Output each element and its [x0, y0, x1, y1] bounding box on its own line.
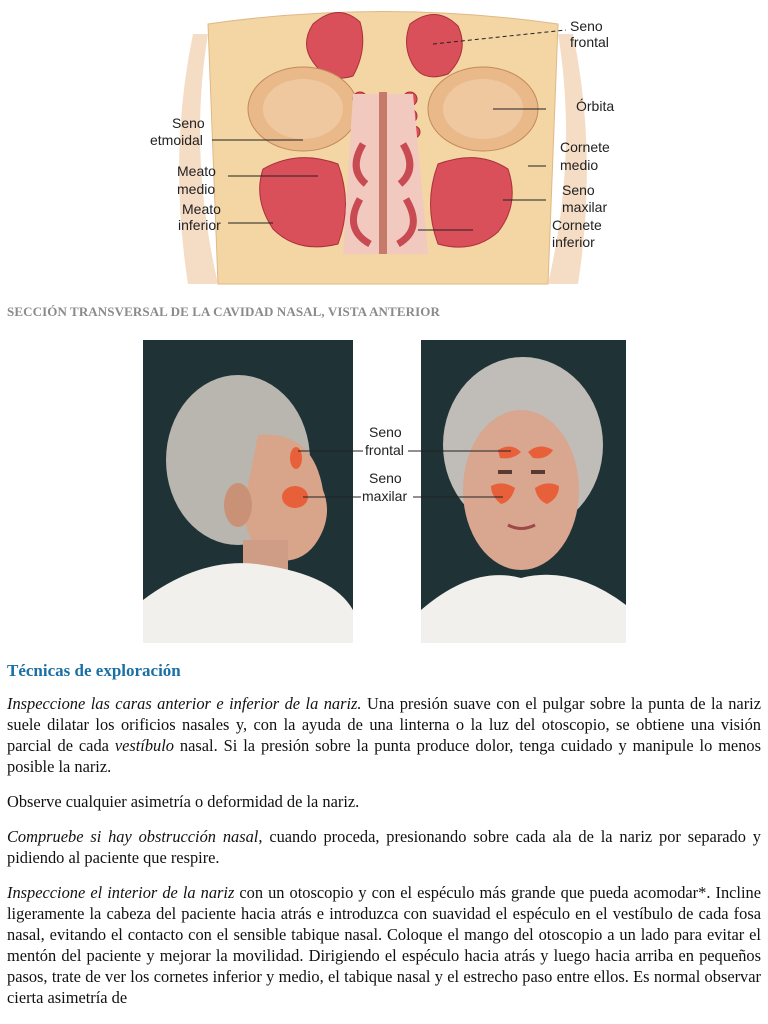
paragraph-1-text-b: nasal. Si la presión sobre la punta produce dolor, tenga cuidado y manipule lo menos posible la nariz. [7, 736, 761, 776]
nasal-cavity-diagram [148, 4, 618, 292]
frontal-sinus-right [407, 14, 463, 76]
paragraph-1-lead: Inspeccione las caras anterior e inferior de la nariz. [7, 694, 362, 713]
paragraph-4-text: con un otoscopio y con el espéculo más grande que pueda acomodar*. Incline ligeramente la cabeza del paciente hacia atrás e introduzca con suavidad el espéculo en el vestíbulo de cada fosa nasal, evitando el contacto con el sensible tabique nasal. Coloque el mango del otoscopio a un lado para evitar el mentón del paciente y mejorar la movilidad. Dirigiendo el espéculo hacia atrás y luego hacia arriba en pequeños pasos, trate de ver los cornetes inferior y medio, el tabique nasal y el estrecho paso entre ellos. Es normal observar cierta asimetría de [7, 883, 761, 1007]
label-meato-medio-2: medio [177, 181, 216, 197]
label-seno-maxilar-1: Seno [562, 182, 595, 198]
body-text [7, 693, 761, 1022]
section-title: Técnicas de exploración [7, 661, 181, 680]
photo-label-seno-frontal-2: frontal [365, 442, 404, 458]
label-cornete-medio-1: Cornete [560, 139, 610, 155]
photo-label-seno-maxilar-1: Seno [369, 470, 402, 486]
label-cornete-inferior-2: inferior [552, 234, 595, 250]
paragraph-1-text-a: Una presión suave con el pulgar sobre la punta de la nariz suele dilatar los orificios nasales y, con la ayuda de una linterna o la luz del otoscopio, se obtiene una visión parcial de cada [7, 694, 761, 755]
photo-profile [143, 340, 353, 643]
paragraph-3-text: cuando proceda, presionando sobre cada ala de la nariz por separado y pidiendo al paciente que respire. [7, 827, 761, 867]
orbit-left-inner [263, 79, 343, 139]
photo-label-seno-maxilar-2: maxilar [362, 488, 408, 504]
paragraph-4 [7, 882, 761, 1008]
label-seno-etmoidal-1: Seno [172, 115, 205, 131]
photo-frontal [421, 340, 626, 643]
paragraph-3-lead: Compruebe si hay obstrucción nasal, [7, 827, 263, 846]
photo-label-seno-frontal-1: Seno [369, 424, 402, 440]
label-cornete-inferior-1: Cornete [552, 217, 602, 233]
paragraph-1 [7, 693, 761, 777]
sinus-photos [143, 340, 626, 643]
nasal-cavity-illustration [148, 4, 618, 292]
paragraph-1-emphasis: vestíbulo [114, 736, 175, 755]
paragraph-3 [7, 826, 761, 868]
label-meato-medio-1: Meato [177, 163, 216, 179]
profile-frontal-sinus-mark [290, 447, 302, 469]
figure-caption: SECCIÓN TRANSVERSAL DE LA CAVIDAD NASAL, VISTA ANTERIOR [7, 304, 440, 319]
label-cornete-medio-2: medio [560, 157, 599, 173]
label-seno-frontal-1: Seno [570, 18, 603, 34]
paragraph-2: Observe cualquier asimetría o deformidad de la nariz. [7, 792, 360, 811]
label-meato-inferior-1: Meato [182, 201, 221, 217]
label-orbita: Órbita [576, 98, 615, 114]
label-meato-inferior-2: inferior [178, 217, 221, 233]
label-seno-maxilar-2: maxilar [562, 199, 608, 215]
paragraph-4-lead: Inspeccione el interior de la nariz [7, 883, 235, 902]
label-seno-frontal-2: frontal [570, 34, 609, 50]
label-seno-etmoidal-2: etmoidal [150, 132, 203, 148]
sinus-location-photos [143, 340, 626, 643]
